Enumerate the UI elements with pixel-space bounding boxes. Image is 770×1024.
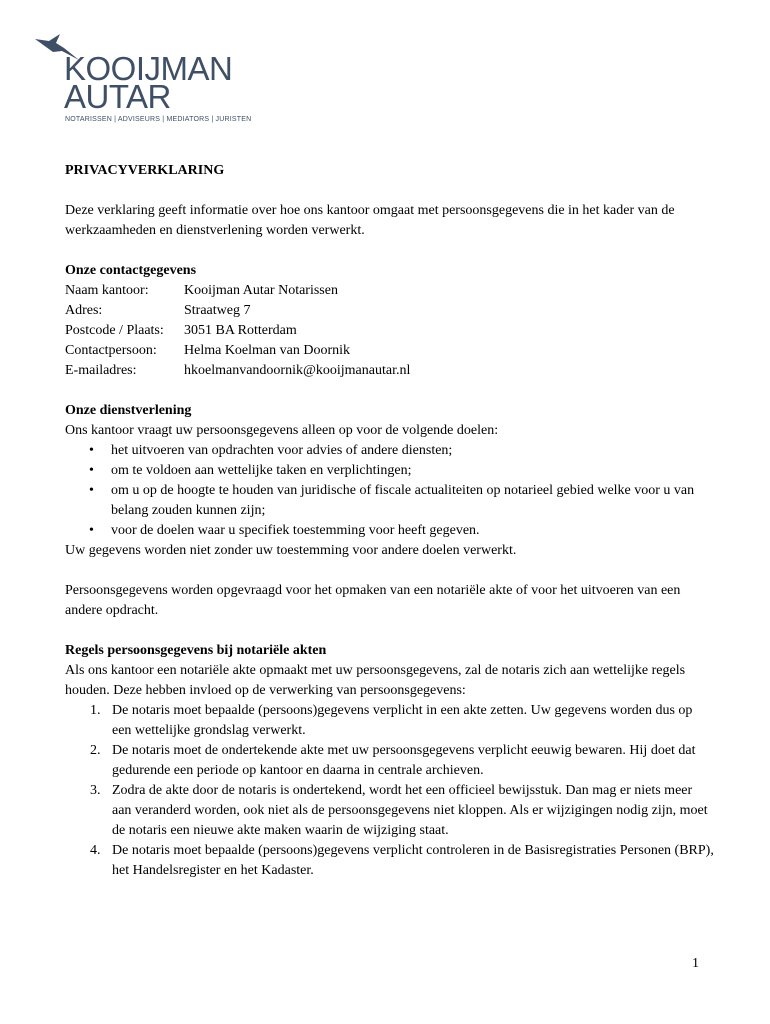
rules-intro: Als ons kantoor een notariële akte opmaakt met uw persoonsgegevens, zal de notaris zich aan wettelijke regels houden. Deze hebben invloed op de verwerking van persoonsgegevens: xyxy=(65,663,686,698)
rules-heading: Regels persoonsgegevens bij notariële akten xyxy=(65,643,327,658)
contact-row xyxy=(65,341,715,361)
contact-row xyxy=(65,281,715,301)
list-item xyxy=(65,781,715,841)
logo-line-1: KOOIJMAN xyxy=(64,50,233,87)
list-item xyxy=(65,701,715,741)
list-number: 2. xyxy=(90,743,101,758)
document-title: PRIVACYVERKLARING xyxy=(65,163,225,178)
contact-label: Contactpersoon: xyxy=(65,343,157,358)
document-body xyxy=(65,161,715,881)
contact-label: Naam kantoor: xyxy=(65,283,149,298)
contact-heading: Onze contactgegevens xyxy=(65,263,197,278)
contact-label: Postcode / Plaats: xyxy=(65,323,164,338)
contact-value: 3051 BA Rotterdam xyxy=(184,323,297,338)
list-item: • om te voldoen aan wettelijke taken en verplichtingen; xyxy=(65,461,715,481)
contact-row xyxy=(65,321,715,341)
services-outro: Uw gegevens worden niet zonder uw toestemming voor andere doelen verwerkt. xyxy=(65,543,517,558)
contact-row xyxy=(65,361,715,381)
contact-label: E-mailadres: xyxy=(65,363,137,378)
list-text: De notaris moet bepaalde (persoons)gegevens verplicht in een akte zetten. Uw gegevens worden dus op een wettelijke grondslag verwerkt. xyxy=(112,703,693,738)
logo-line-2: AUTAR xyxy=(64,78,171,115)
logo-tagline: NOTARISSEN | ADVISEURS | MEDIATORS | JURISTEN xyxy=(65,116,252,123)
list-text: De notaris moet de ondertekende akte met uw persoonsgegevens verplicht eeuwig bewaren. Hij doet dat gedurende een periode op kantoor en daarna in centrale archieven. xyxy=(112,743,696,778)
contact-value: Helma Koelman van Doornik xyxy=(184,343,351,358)
contact-table xyxy=(65,281,715,381)
list-item xyxy=(65,841,715,881)
list-number: 4. xyxy=(90,843,101,858)
page-number: 1 xyxy=(692,956,699,971)
list-number: 3. xyxy=(90,783,101,798)
contact-row xyxy=(65,301,715,321)
list-item xyxy=(65,741,715,781)
list-item: • voor de doelen waar u specifiek toestemming voor heeft gegeven. xyxy=(65,521,715,541)
list-text: Zodra de akte door de notaris is ondertekend, wordt het een officieel bewijsstuk. Dan mag er niets meer aan veranderd worden, ook niet als de persoonsgegevens niet kloppen. Als er wijzigingen nodig zijn, moet de notaris een nieuwe akte maken waarin de wijziging staat. xyxy=(112,783,708,838)
paragraph-2: Persoonsgegevens worden opgevraagd voor het opmaken van een notariële akte of voor het uitvoeren van een andere opdracht. xyxy=(65,583,681,618)
contact-label: Adres: xyxy=(65,303,103,318)
intro-paragraph: Deze verklaring geeft informatie over hoe ons kantoor omgaat met persoonsgegevens die in het kader van de werkzaamheden en dienstverlening worden verwerkt. xyxy=(65,203,675,238)
list-number: 1. xyxy=(90,703,101,718)
services-intro: Ons kantoor vraagt uw persoonsgegevens alleen op voor de volgende doelen: xyxy=(65,423,499,438)
rules-list xyxy=(65,701,715,881)
contact-value: Kooijman Autar Notarissen xyxy=(184,283,338,298)
list-item: • om u op de hoogte te houden van juridische of fiscale actualiteiten op notarieel gebied welke voor u van belang zouden kunnen zijn; xyxy=(65,481,715,521)
services-heading: Onze dienstverlening xyxy=(65,403,192,418)
contact-value: Straatweg 7 xyxy=(184,303,251,318)
list-text: De notaris moet bepaalde (persoons)gegevens verplicht controleren in de Basisregistraties Personen (BRP), het Handelsregister en het Kadaster. xyxy=(112,843,714,878)
company-logo xyxy=(34,30,264,130)
services-list xyxy=(65,441,715,541)
contact-email[interactable]: hkoelmanvandoornik@kooijmanautar.nl xyxy=(184,363,411,378)
list-item: • het uitvoeren van opdrachten voor advies of andere diensten; xyxy=(65,441,715,461)
